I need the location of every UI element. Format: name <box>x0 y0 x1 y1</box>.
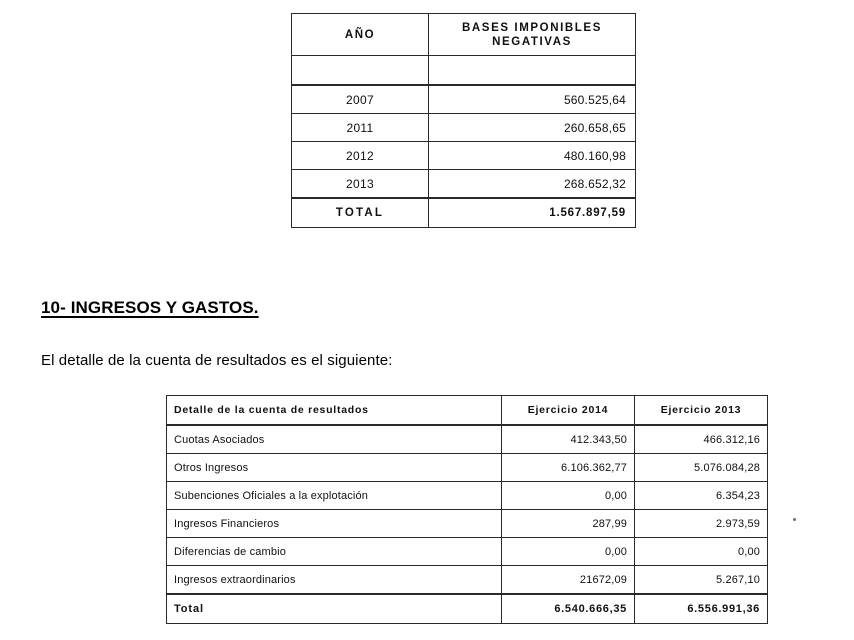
cell-year: 2012 <box>292 142 429 170</box>
table-row <box>167 454 768 482</box>
cell-amount: 480.160,98 <box>429 142 636 170</box>
intro-paragraph: El detalle de la cuenta de resultados es el siguiente: <box>41 352 393 369</box>
column-header-ejercicio-2014: Ejercicio 2014 <box>502 396 635 426</box>
table-row <box>292 114 636 142</box>
column-header-line-2: NEGATIVAS <box>492 35 572 48</box>
table-row <box>167 425 768 454</box>
cell-year: 2011 <box>292 114 429 142</box>
bases-imponibles-table <box>291 13 636 228</box>
table-row <box>292 170 636 199</box>
total-label: Total <box>167 594 502 624</box>
cell-amount: 560.525,64 <box>429 85 636 114</box>
table-header-row <box>292 14 636 56</box>
detalle-resultados-table <box>166 395 768 624</box>
cell-year: 2007 <box>292 85 429 114</box>
total-label: TOTAL <box>292 198 429 228</box>
cell-value-2014: 0,00 <box>502 482 635 510</box>
cell-year: 2013 <box>292 170 429 199</box>
table-row <box>167 510 768 538</box>
bases-imponibles-table-container <box>291 13 635 228</box>
cell-value-2014: 21672,09 <box>502 566 635 595</box>
cell-concept: Subenciones Oficiales a la explotación <box>167 482 502 510</box>
total-amount: 1.567.897,59 <box>429 198 636 228</box>
table-header-row <box>167 396 768 426</box>
scan-artifact-speck <box>793 518 796 521</box>
table-total-row <box>167 594 768 624</box>
column-header-line-1: BASES IMPONIBLES <box>462 21 602 34</box>
total-value-2014: 6.540.666,35 <box>502 594 635 624</box>
cell-value-2013: 2.973,59 <box>635 510 768 538</box>
column-header-ejercicio-2013: Ejercicio 2013 <box>635 396 768 426</box>
table-row <box>167 566 768 595</box>
cell-amount: 268.652,32 <box>429 170 636 199</box>
cell-concept: Diferencias de cambio <box>167 538 502 566</box>
empty-cell-year <box>292 56 429 86</box>
empty-cell-amount <box>429 56 636 86</box>
cell-value-2013: 0,00 <box>635 538 768 566</box>
cell-value-2014: 6.106.362,77 <box>502 454 635 482</box>
section-heading-ingresos-y-gastos: 10- INGRESOS Y GASTOS. <box>41 298 259 317</box>
column-header-bases-imponibles-negativas <box>429 14 636 56</box>
table-row <box>292 85 636 114</box>
table-row <box>292 142 636 170</box>
cell-value-2013: 5.267,10 <box>635 566 768 595</box>
cell-concept: Cuotas Asociados <box>167 425 502 454</box>
detalle-resultados-table-container <box>166 395 767 624</box>
cell-concept: Ingresos extraordinarios <box>167 566 502 595</box>
cell-value-2014: 0,00 <box>502 538 635 566</box>
cell-value-2014: 412.343,50 <box>502 425 635 454</box>
cell-value-2014: 287,99 <box>502 510 635 538</box>
table-row <box>167 482 768 510</box>
cell-amount: 260.658,65 <box>429 114 636 142</box>
table-row <box>167 538 768 566</box>
cell-value-2013: 6.354,23 <box>635 482 768 510</box>
cell-concept: Otros Ingresos <box>167 454 502 482</box>
cell-value-2013: 5.076.084,28 <box>635 454 768 482</box>
cell-concept: Ingresos Financieros <box>167 510 502 538</box>
total-value-2013: 6.556.991,36 <box>635 594 768 624</box>
column-header-description: Detalle de la cuenta de resultados <box>167 396 502 426</box>
table-total-row <box>292 198 636 228</box>
cell-value-2013: 466.312,16 <box>635 425 768 454</box>
column-header-year: AÑO <box>292 14 429 56</box>
table-empty-row <box>292 56 636 86</box>
